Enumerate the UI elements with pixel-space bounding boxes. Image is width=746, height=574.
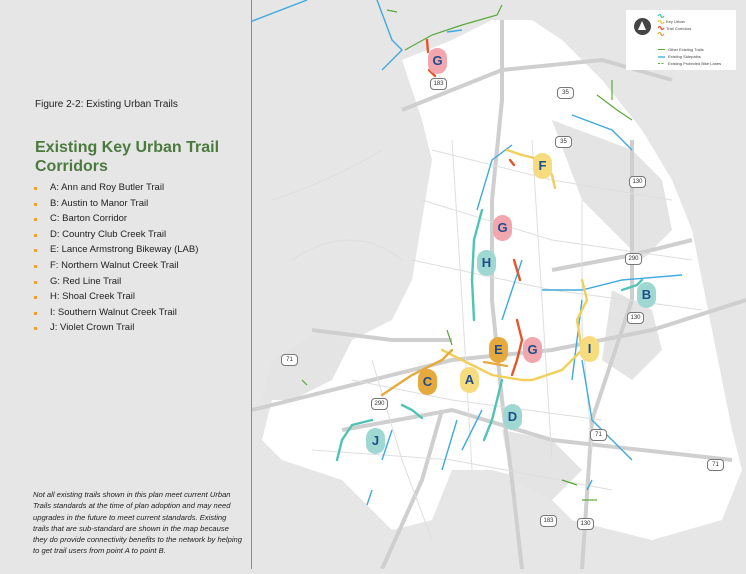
legend-key-label: Key Urban (666, 19, 685, 24)
trail-item: B: Austin to Manor Trail (30, 196, 198, 212)
corridor-badge-h: H (477, 250, 496, 276)
bullet-icon (34, 327, 37, 330)
corridor-badge-d: D (503, 404, 522, 430)
bullet-icon (34, 218, 37, 221)
trail-item: F: Northern Walnut Creek Trail (30, 258, 198, 274)
trail-item: H: Shoal Creek Trail (30, 289, 198, 305)
bullet-icon (34, 249, 37, 252)
bullet-icon (34, 203, 37, 206)
left-panel (0, 0, 251, 569)
key-corridor-swatch-icons (657, 13, 665, 37)
figure-caption: Figure 2-2: Existing Urban Trails (35, 99, 178, 110)
trail-item: G: Red Line Trail (30, 274, 198, 290)
dashed-green-line-icon (658, 63, 665, 64)
highway-shield: 183 (430, 78, 447, 90)
disclaimer-note: Not all existing trails shown in this plan meet current Urban Trails standards at the time of plan adoption and may need upgrades in the future to meet current standards. Existing trails that are sub-standard are shown in the map because they do provide connectivity benefits to the network by helping to get trail users from point A to point B. (33, 490, 242, 556)
trail-item: D: Country Club Creek Trail (30, 227, 198, 243)
legend-row-protected-bike-lanes: Existing Protected Bike Lanes (658, 61, 721, 66)
bullet-icon (34, 234, 37, 237)
highway-shield: 130 (577, 518, 594, 530)
legend-row-other-trails: Other Existing Trails (658, 47, 704, 52)
section-title: Existing Key Urban Trail Corridors (35, 139, 220, 175)
corridor-badge-b: B (637, 282, 656, 308)
trail-list (30, 180, 198, 336)
bullet-icon (34, 296, 37, 299)
green-line-icon (658, 49, 665, 50)
bullet-icon (34, 265, 37, 268)
urban-trails-logo-icon (634, 18, 651, 35)
highway-shield: 71 (707, 459, 724, 471)
highway-shield: 183 (540, 515, 557, 527)
map-graphic (252, 0, 746, 569)
trail-item: E: Lance Armstrong Bikeway (LAB) (30, 242, 198, 258)
highway-shield: 35 (555, 136, 572, 148)
trail-item: A: Ann and Roy Butler Trail (30, 180, 198, 196)
blue-line-icon (658, 56, 665, 58)
highway-shield: 290 (625, 253, 642, 265)
map-legend (626, 10, 736, 70)
trail-item: C: Barton Corridor (30, 211, 198, 227)
highway-shield: 130 (627, 312, 644, 324)
corridor-badge-i: I (580, 336, 599, 362)
bullet-icon (34, 187, 37, 190)
highway-shield: 35 (557, 87, 574, 99)
highway-shield: 290 (371, 398, 388, 410)
corridor-badge-f: F (533, 153, 552, 179)
highway-shield: 130 (629, 176, 646, 188)
corridor-badge-a: A (460, 367, 479, 393)
bullet-icon (34, 312, 37, 315)
highway-shield: 71 (281, 354, 298, 366)
trail-item: J: Violet Crown Trail (30, 320, 198, 336)
trail-item: I: Southern Walnut Creek Trail (30, 305, 198, 321)
legend-row-sidepaths: Existing Sidepaths (658, 54, 701, 59)
highway-shield: 71 (590, 429, 607, 441)
bullet-icon (34, 281, 37, 284)
corridor-badge-j: J (366, 428, 385, 454)
corridor-badge-g: G (428, 48, 447, 74)
corridor-badge-c: C (418, 369, 437, 395)
corridor-badge-e: E (489, 337, 508, 363)
corridor-badge-g: G (493, 215, 512, 241)
corridor-badge-g: G (523, 337, 542, 363)
trail-map (252, 0, 746, 569)
legend-key-label: Trail Corridors (666, 26, 692, 31)
